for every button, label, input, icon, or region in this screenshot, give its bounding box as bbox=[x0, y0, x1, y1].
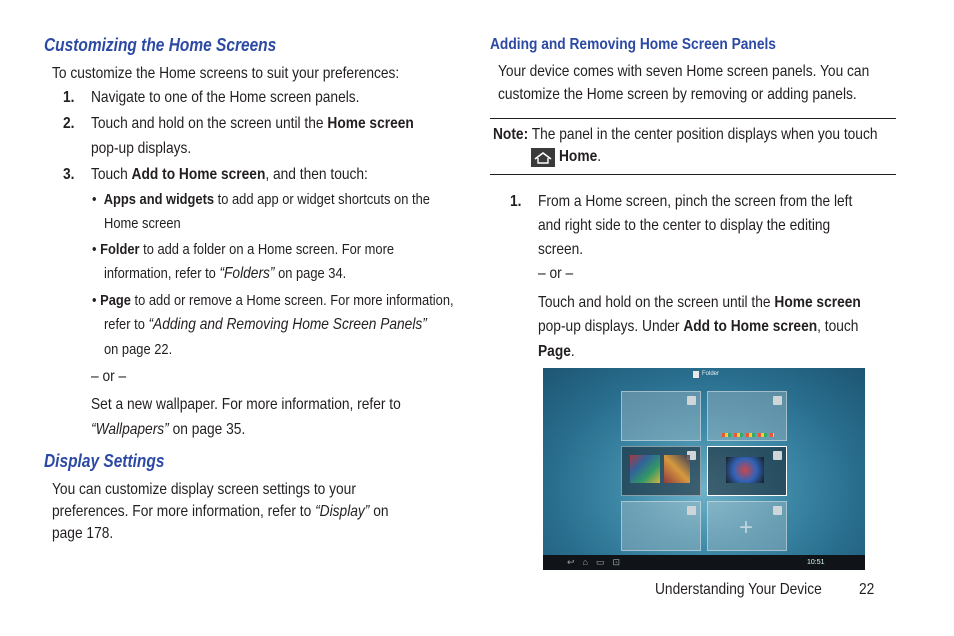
panel-3-thumbnails bbox=[630, 455, 660, 483]
heading-display-settings: Display Settings bbox=[44, 451, 165, 471]
bullet-folder: • Folder to add a folder on a Home screen. For more bbox=[92, 241, 395, 258]
display-text-2: preferences. For more information, refer to “Display” on bbox=[52, 503, 389, 520]
panel-2 bbox=[707, 391, 787, 441]
r-or-separator: – or – bbox=[538, 265, 574, 282]
panel-2-icons bbox=[722, 433, 774, 437]
screenshot-top-bar bbox=[543, 368, 865, 382]
step2-text-cont: pop-up displays. bbox=[91, 140, 192, 157]
note-text: Note: The panel in the center position displays when you touch bbox=[493, 126, 878, 143]
r-step1-alt-line2: pop-up displays. Under Add to Home screen, touch bbox=[538, 318, 859, 335]
home-key-icon bbox=[531, 148, 555, 167]
heading-customizing: Customizing the Home Screens bbox=[44, 35, 277, 55]
bullet-apps-widgets: • Apps and widgets to add app or widget shortcuts on the bbox=[92, 191, 430, 208]
step1-number: 1. bbox=[63, 89, 75, 106]
heading-adding-removing: Adding and Removing Home Screen Panels bbox=[490, 36, 776, 53]
r-step1-line3: screen. bbox=[538, 241, 584, 258]
panel-3-thumbnails-2 bbox=[664, 455, 690, 483]
panels-text-1: Your device comes with seven Home screen panels. You can bbox=[498, 63, 870, 80]
wallpaper-text-cont: “Wallpapers” on page 35. bbox=[91, 421, 246, 438]
screenshot-top-label: Folder bbox=[702, 371, 720, 377]
step3-text: Touch Add to Home screen, and then touch: bbox=[91, 166, 368, 183]
display-text-3: page 178. bbox=[52, 525, 114, 542]
or-separator: – or – bbox=[91, 368, 127, 385]
note-rule-bottom bbox=[490, 174, 896, 175]
screenshot-clock: 10:51 bbox=[807, 559, 825, 566]
panel-1 bbox=[621, 391, 701, 441]
r-step1-line2: and right side to the center to display the editing bbox=[538, 217, 831, 234]
bullet-page-cont: refer to “Adding and Removing Home Screen Panels” bbox=[104, 316, 427, 333]
step2-text: Touch and hold on the screen until the Home screen bbox=[91, 115, 414, 132]
r-step1-alt-line1: Touch and hold on the screen until the Home screen bbox=[538, 294, 861, 311]
step2-number: 2. bbox=[63, 115, 75, 132]
folder-icon bbox=[693, 371, 699, 378]
nav-back-home-recent-icons: ↩⌂▭⊡ bbox=[567, 557, 629, 567]
panel-3 bbox=[621, 446, 701, 496]
step1-text: Navigate to one of the Home screen panels. bbox=[91, 89, 360, 106]
home-screen-editing-screenshot bbox=[543, 368, 865, 570]
panel-6-add bbox=[707, 501, 787, 551]
intro-text: To customize the Home screens to suit your preferences: bbox=[52, 65, 400, 82]
display-text-1: You can customize display screen settings to your bbox=[52, 481, 356, 498]
step3-number: 3. bbox=[63, 166, 75, 183]
footer-page-number: 22 bbox=[859, 581, 875, 598]
bullet-page: • Page to add or remove a Home screen. For more information, bbox=[92, 292, 454, 309]
bullet-apps-widgets-cont: Home screen bbox=[104, 215, 181, 232]
wallpaper-text: Set a new wallpaper. For more information, refer to bbox=[91, 396, 401, 413]
footer-section-title: Understanding Your Device bbox=[655, 581, 822, 598]
note-rule-top bbox=[490, 118, 896, 119]
panel-4-widget bbox=[726, 457, 764, 483]
panel-4 bbox=[707, 446, 787, 496]
r-step1-line1: From a Home screen, pinch the screen from the left bbox=[538, 193, 853, 210]
screenshot-system-bar bbox=[543, 555, 865, 570]
panel-5 bbox=[621, 501, 701, 551]
bullet-page-cont2: on page 22. bbox=[104, 341, 173, 358]
r-step1-number: 1. bbox=[510, 193, 522, 210]
add-panel-plus-icon: + bbox=[739, 514, 754, 541]
r-step1-alt-line3: Page. bbox=[538, 343, 575, 360]
panels-text-2: customize the Home screen by removing or adding panels. bbox=[498, 86, 857, 103]
bullet-folder-cont: information, refer to “Folders” on page 34. bbox=[104, 265, 347, 282]
note-home: Home. bbox=[559, 148, 602, 165]
